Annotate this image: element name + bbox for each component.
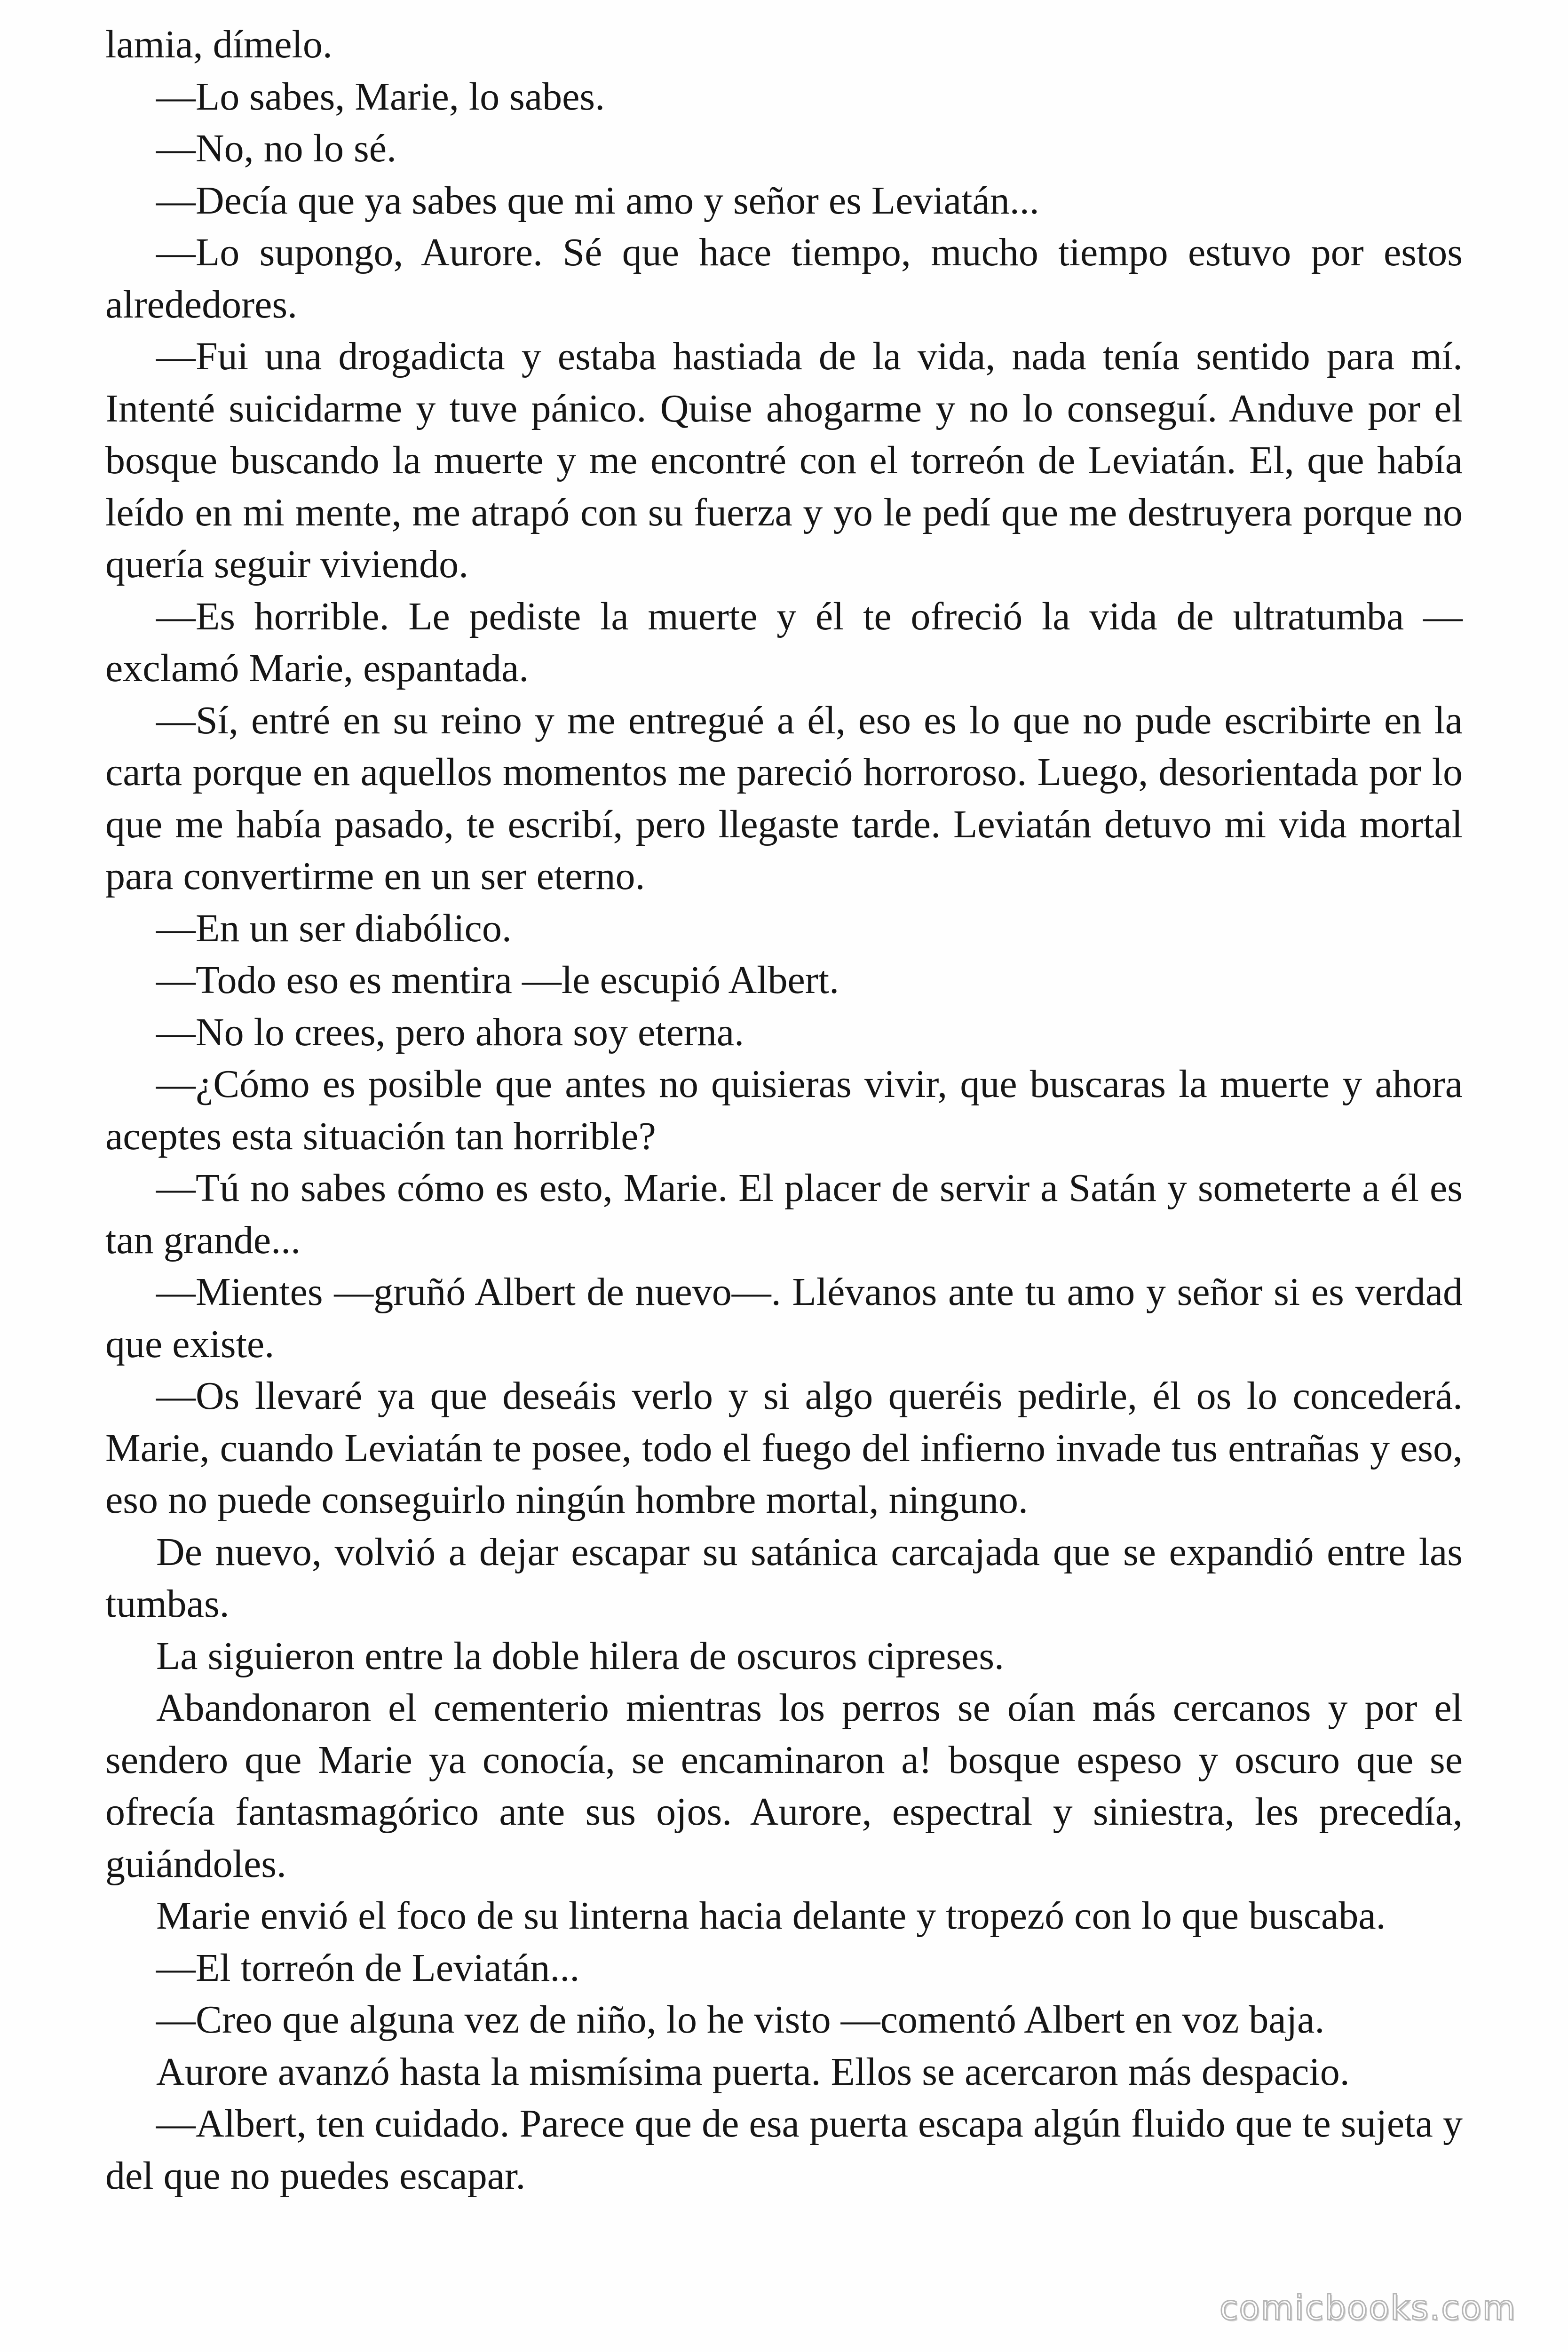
paragraph-12: —¿Cómo es posible que antes no quisieras vivir, que buscaras la muerte y ahora aceptes esta situación tan horrible? [105,1062,1463,1158]
paragraph-18: Abandonaron el cementerio mientras los perros se oían más cercanos y por el sendero que Marie ya conocía, se encaminaron a! bosque espeso y oscuro que se ofrecía fantasmagórico ante sus ojos. Aurore, espectral y siniestra, les precedía, guiándoles. [105,1686,1463,1886]
paragraph-23: —Albert, ten cuidado. Parece que de esa puerta escapa algún fluido que te sujeta y del que no puedes escapar. [105,2102,1463,2198]
paragraph-1: lamia, dímelo. [105,23,333,66]
paragraph-7: —Es horrible. Le pediste la muerte y él te ofreció la vida de ultratumba —exclamó Marie, espantada. [105,594,1463,690]
paragraph-4: —Decía que ya sabes que mi amo y señor es Leviatán... [156,178,1039,222]
paragraph-11: —No lo crees, pero ahora soy eterna. [156,1010,744,1054]
paragraph-16: De nuevo, volvió a dejar escapar su satánica carcajada que se expandió entre las tumbas. [105,1530,1463,1626]
paragraph-9: —En un ser diabólico. [156,906,512,950]
paragraph-5: —Lo supongo, Aurore. Sé que hace tiempo, mucho tiempo estuvo por estos alrededores. [105,230,1463,326]
paragraph-14: —Mientes —gruñó Albert de nuevo—. Llévanos ante tu amo y señor si es verdad que existe. [105,1270,1463,1366]
paragraph-21: —Creo que alguna vez de niño, lo he visto —comentó Albert en voz baja. [156,1998,1325,2042]
paragraph-15: —Os llevaré ya que deseáis verlo y si algo queréis pedirle, él os lo concederá. Marie, cuando Leviatán te posee, todo el fuego del infierno invade tus entrañas y eso, eso no puede conseguirlo ningún hombre mortal, ninguno. [105,1374,1463,1522]
paragraph-2: —Lo sabes, Marie, lo sabes. [156,74,605,119]
paragraph-22: Aurore avanzó hasta la mismísima puerta. Ellos se acercaron más despacio. [156,2050,1350,2094]
paragraph-8: —Sí, entré en su reino y me entregué a él, eso es lo que no pude escribirte en la carta porque en aquellos momentos me pareció horroroso. Luego, desorientada por lo que me había pasado, te escribí, pero llegaste tarde. Leviatán detuvo mi vida mortal para convertirme en un ser eterno. [105,698,1463,898]
body-text [105,19,1463,2202]
paragraph-13: —Tú no sabes cómo es esto, Marie. El placer de servir a Satán y someterte a él es tan grande... [105,1166,1463,1262]
paragraph-17: La siguieron entre la doble hilera de oscuros cipreses. [156,1634,1005,1678]
paragraph-3: —No, no lo sé. [156,127,396,170]
paragraph-20: —El torreón de Leviatán... [156,1946,580,1990]
paragraph-6: —Fui una drogadicta y estaba hastiada de la vida, nada tenía sentido para mí. Intenté suicidarme y tuve pánico. Quise ahogarme y no lo conseguí. Anduve por el bosque buscando la muerte y me encontré con el torreón de Leviatán. El, que había leído en mi mente, me atrapó con su fuerza y yo le pedí que me destruyera porque no quería seguir viviendo. [105,334,1463,586]
watermark: comicbooks.com [1219,2288,1516,2328]
paragraph-10: —Todo eso es mentira —le escupió Albert. [156,958,839,1002]
paragraph-19: Marie envió el foco de su linterna hacia delante y tropezó con lo que buscaba. [156,1894,1386,1938]
